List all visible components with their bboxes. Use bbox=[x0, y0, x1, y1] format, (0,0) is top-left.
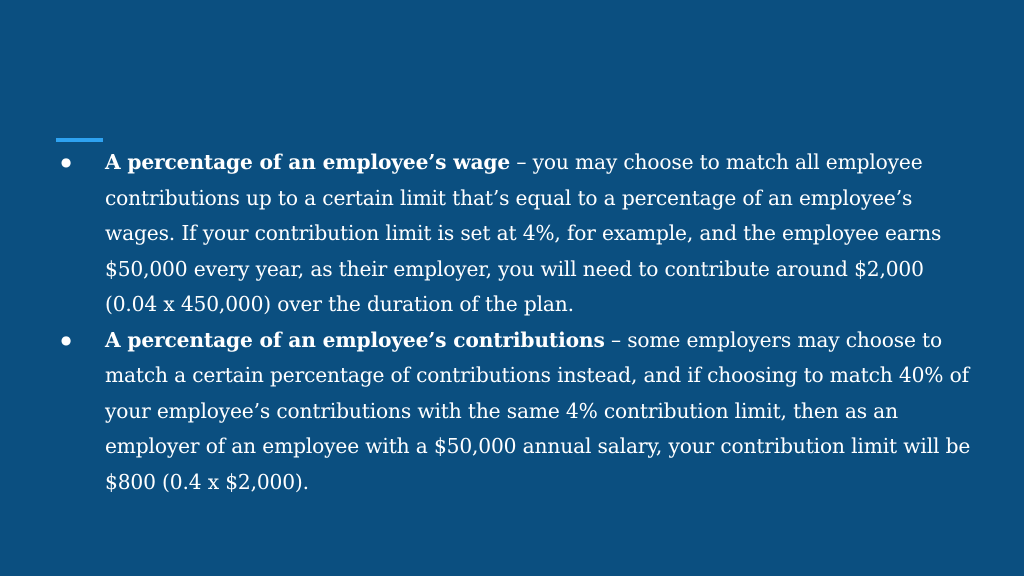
bullet-body-contributions: some employers may choose to match a certain percentage of contributions instead, and if choosing to match 40% of your employee’s contributions with the same 4% contribution limit, then as an employer of an employee with a $50,000 annual salary, your contribution limit will be $800 (0.4 x $2,000). bbox=[105, 327, 971, 494]
bullet-dash: – bbox=[610, 327, 621, 352]
accent-bar bbox=[56, 138, 103, 142]
bullet-dot-icon: ● bbox=[60, 155, 72, 169]
bullet-dash: – bbox=[516, 150, 527, 174]
bullet-lead-contributions: A percentage of an employee’s contributions bbox=[105, 327, 605, 352]
bullet-list bbox=[56, 145, 976, 500]
slide-body bbox=[56, 145, 976, 500]
bullet-dot-icon: ● bbox=[60, 332, 72, 347]
bullet-item-contributions bbox=[56, 323, 976, 501]
bullet-item-wage bbox=[56, 145, 976, 323]
bullet-body-wage: you may choose to match all employee contributions up to a certain limit that’s equal to a percentage of an employee’s wages. If your contribution limit is set at 4%, for example, and the employee earns $50,000 every year, as their employer, you will need to contribute around $2,000 (0.04 x 450,000) over the duration of the plan. bbox=[105, 150, 942, 316]
bullet-lead-wage: A percentage of an employee’s wage bbox=[105, 150, 511, 174]
